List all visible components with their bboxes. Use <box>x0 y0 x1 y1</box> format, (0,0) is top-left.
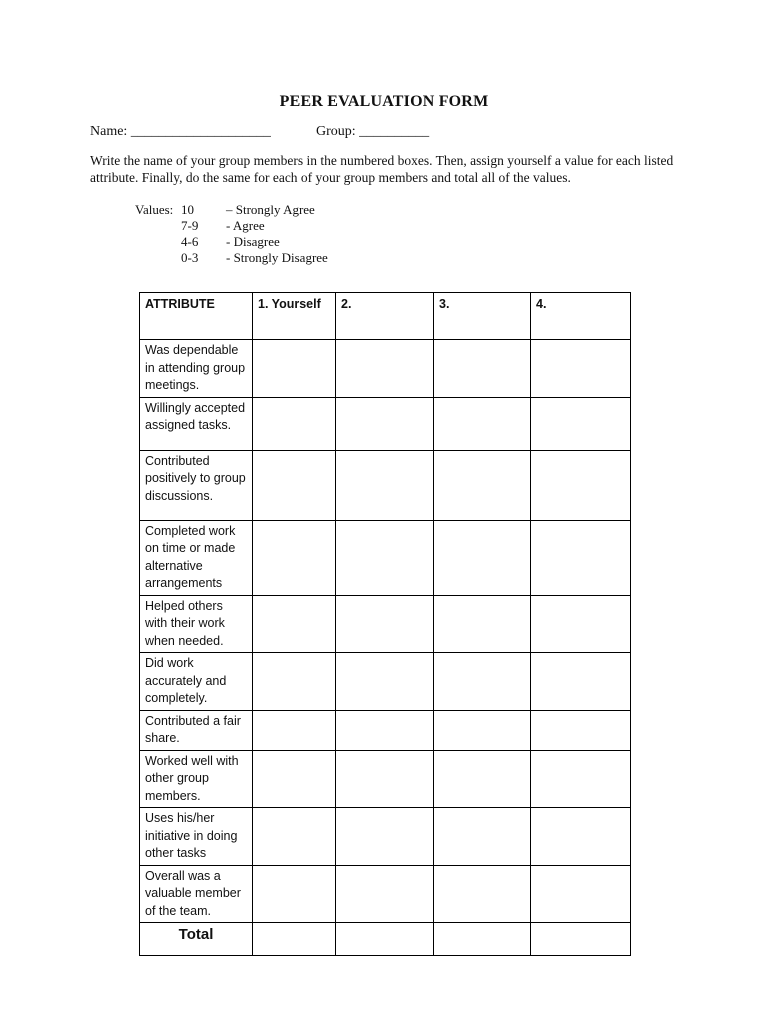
score-cell[interactable] <box>253 653 336 711</box>
score-cell[interactable] <box>531 808 631 866</box>
score-cell[interactable] <box>253 397 336 450</box>
score-cell[interactable] <box>336 710 434 750</box>
values-row <box>135 202 328 218</box>
evaluation-table <box>139 292 631 956</box>
score-cell[interactable] <box>531 450 631 520</box>
attribute-label: Contributed positively to group discussions. <box>140 450 253 520</box>
score-cell[interactable] <box>434 450 531 520</box>
header-yourself: 1. Yourself <box>253 293 336 340</box>
table-row <box>140 397 631 450</box>
score-cell[interactable] <box>253 595 336 653</box>
total-row <box>140 923 631 956</box>
score-cell[interactable] <box>434 750 531 808</box>
score-cell[interactable] <box>434 340 531 398</box>
header-member-2: 2. <box>336 293 434 340</box>
score-cell[interactable] <box>336 450 434 520</box>
attribute-label: Uses his/her initiative in doing other tasks <box>140 808 253 866</box>
total-label: Total <box>140 923 253 956</box>
name-field: Name: ____________________ <box>90 124 271 139</box>
score-cell[interactable] <box>336 397 434 450</box>
table-row <box>140 865 631 923</box>
header-attribute: ATTRIBUTE <box>140 293 253 340</box>
value-range: 7-9 <box>181 218 199 233</box>
score-cell[interactable] <box>253 750 336 808</box>
score-cell[interactable] <box>531 865 631 923</box>
value-range: 0-3 <box>181 250 199 265</box>
form-title: PEER EVALUATION FORM <box>279 93 489 110</box>
value-range: 4-6 <box>181 234 199 249</box>
header-member-3: 3. <box>434 293 531 340</box>
score-cell[interactable] <box>531 340 631 398</box>
values-legend <box>135 202 328 266</box>
score-cell[interactable] <box>531 397 631 450</box>
values-label: Values: <box>135 202 174 217</box>
total-cell[interactable] <box>336 923 434 956</box>
score-cell[interactable] <box>336 808 434 866</box>
score-cell[interactable] <box>531 710 631 750</box>
score-cell[interactable] <box>434 520 531 595</box>
score-cell[interactable] <box>336 520 434 595</box>
attribute-label: Overall was a valuable member of the team. <box>140 865 253 923</box>
score-cell[interactable] <box>253 340 336 398</box>
score-cell[interactable] <box>531 595 631 653</box>
score-cell[interactable] <box>253 865 336 923</box>
score-cell[interactable] <box>434 865 531 923</box>
attribute-label: Did work accurately and completely. <box>140 653 253 711</box>
score-cell[interactable] <box>253 710 336 750</box>
attribute-label: Contributed a fair share. <box>140 710 253 750</box>
total-cell[interactable] <box>531 923 631 956</box>
score-cell[interactable] <box>531 653 631 711</box>
value-meaning: - Agree <box>226 218 265 233</box>
score-cell[interactable] <box>531 750 631 808</box>
attribute-label: Willingly accepted assigned tasks. <box>140 397 253 450</box>
table-row <box>140 750 631 808</box>
score-cell[interactable] <box>434 710 531 750</box>
attribute-label: Worked well with other group members. <box>140 750 253 808</box>
group-field: Group: __________ <box>316 124 430 139</box>
value-meaning: - Strongly Disagree <box>226 250 328 265</box>
value-meaning: – Strongly Agree <box>226 202 315 217</box>
score-cell[interactable] <box>434 397 531 450</box>
score-cell[interactable] <box>434 653 531 711</box>
score-cell[interactable] <box>336 865 434 923</box>
values-row <box>135 234 328 250</box>
table-row <box>140 808 631 866</box>
score-cell[interactable] <box>336 595 434 653</box>
score-cell[interactable] <box>253 808 336 866</box>
table-row <box>140 340 631 398</box>
table-row <box>140 450 631 520</box>
table-row <box>140 520 631 595</box>
total-cell[interactable] <box>253 923 336 956</box>
score-cell[interactable] <box>253 450 336 520</box>
table-row <box>140 653 631 711</box>
attribute-label: Completed work on time or made alternative arrangements <box>140 520 253 595</box>
score-cell[interactable] <box>336 653 434 711</box>
value-range: 10 <box>181 202 194 217</box>
score-cell[interactable] <box>434 595 531 653</box>
score-cell[interactable] <box>336 340 434 398</box>
header-row <box>140 293 631 340</box>
attribute-label: Was dependable in attending group meetings. <box>140 340 253 398</box>
score-cell[interactable] <box>253 520 336 595</box>
values-row <box>135 218 328 234</box>
table-row <box>140 595 631 653</box>
score-cell[interactable] <box>336 750 434 808</box>
attribute-label: Helped others with their work when needed. <box>140 595 253 653</box>
score-cell[interactable] <box>531 520 631 595</box>
score-cell[interactable] <box>434 808 531 866</box>
values-row <box>135 250 328 266</box>
header-member-4: 4. <box>531 293 631 340</box>
value-meaning: - Disagree <box>226 234 280 249</box>
total-cell[interactable] <box>434 923 531 956</box>
instructions: Write the name of your group members in the numbered boxes. Then, assign yourself a value for each listed attribute. Finally, do the same for each of your group members and total all of the values. <box>90 153 674 185</box>
table-row <box>140 710 631 750</box>
